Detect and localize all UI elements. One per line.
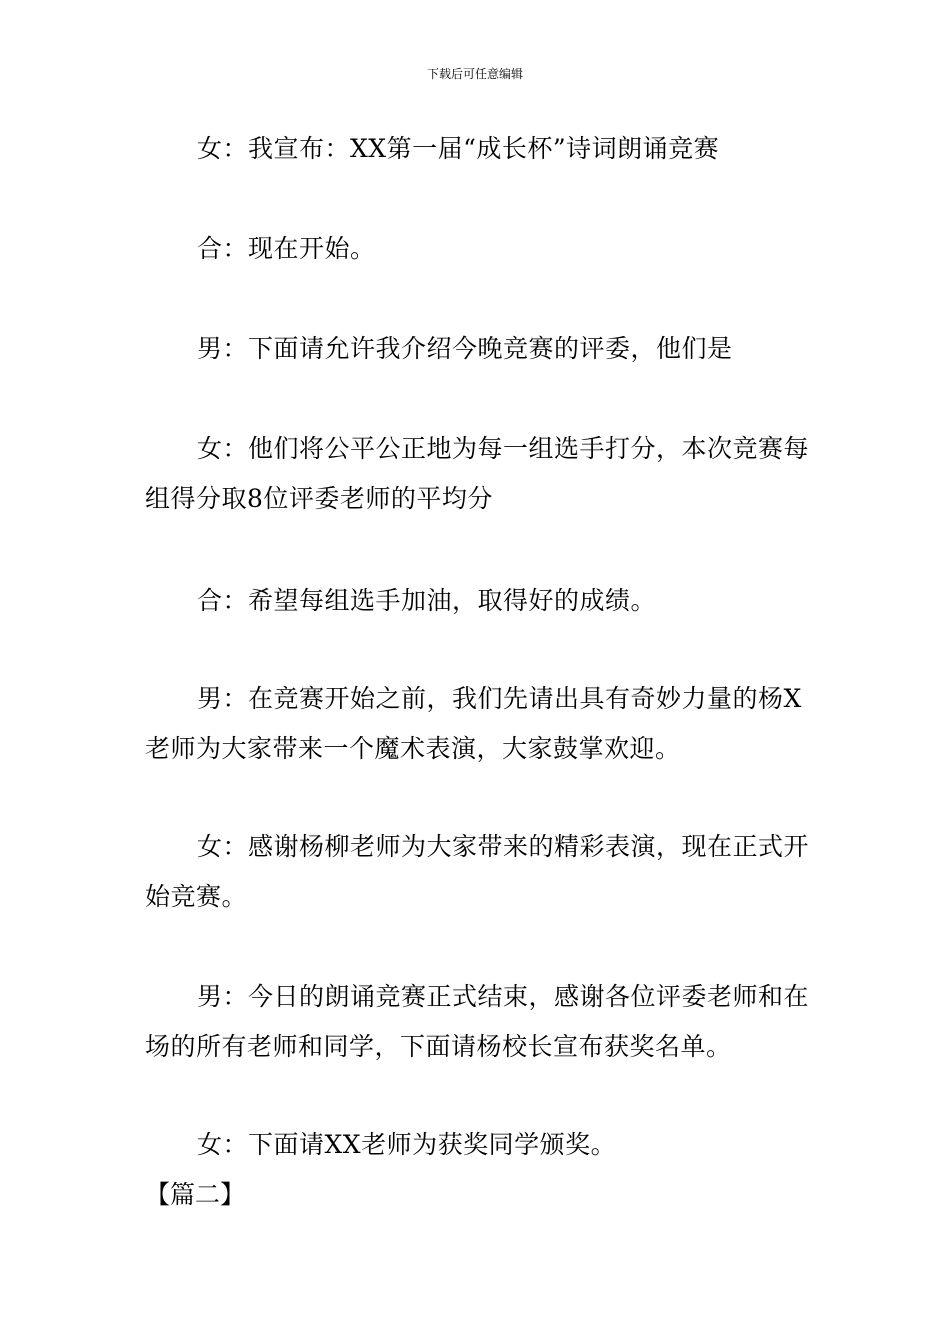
paragraph-scoring-rule: 女：他们将公平公正地为每一组选手打分，本次竞赛每组得分取8位评委老师的平均分 [145, 434, 810, 513]
page-header-note: 下载后可任意编辑 [426, 67, 523, 81]
paragraph-magic-show: 男：在竞赛开始之前，我们先请出具有奇妙力量的杨X老师为大家带来一个魔术表演，大家鼓掌欢迎。 [145, 684, 802, 763]
paragraph-thanks-start: 女：感谢杨柳老师为大家带来的精彩表演，现在正式开始竞赛。 [145, 832, 810, 911]
paragraph-announce-start: 女：我宣布：XX第一届“成长杯”诗词朗诵竞赛 [197, 134, 720, 163]
section-heading: 【篇二】 [145, 1180, 246, 1209]
paragraph-award-ceremony: 女：下面请XX老师为获奖同学颁奖。 [197, 1130, 617, 1159]
paragraph-chorus-begin: 合：现在开始。 [197, 234, 376, 263]
paragraph-introduce-judges: 男：下面请允许我介绍今晚竞赛的评委，他们是 [197, 334, 733, 363]
paragraph-competition-end: 男：今日的朗诵竞赛正式结束，感谢各位评委老师和在场的所有老师和同学，下面请杨校长宣布获奖名单。 [145, 982, 810, 1061]
paragraph-chorus-cheer: 合：希望每组选手加油，取得好的成绩。 [197, 586, 657, 615]
